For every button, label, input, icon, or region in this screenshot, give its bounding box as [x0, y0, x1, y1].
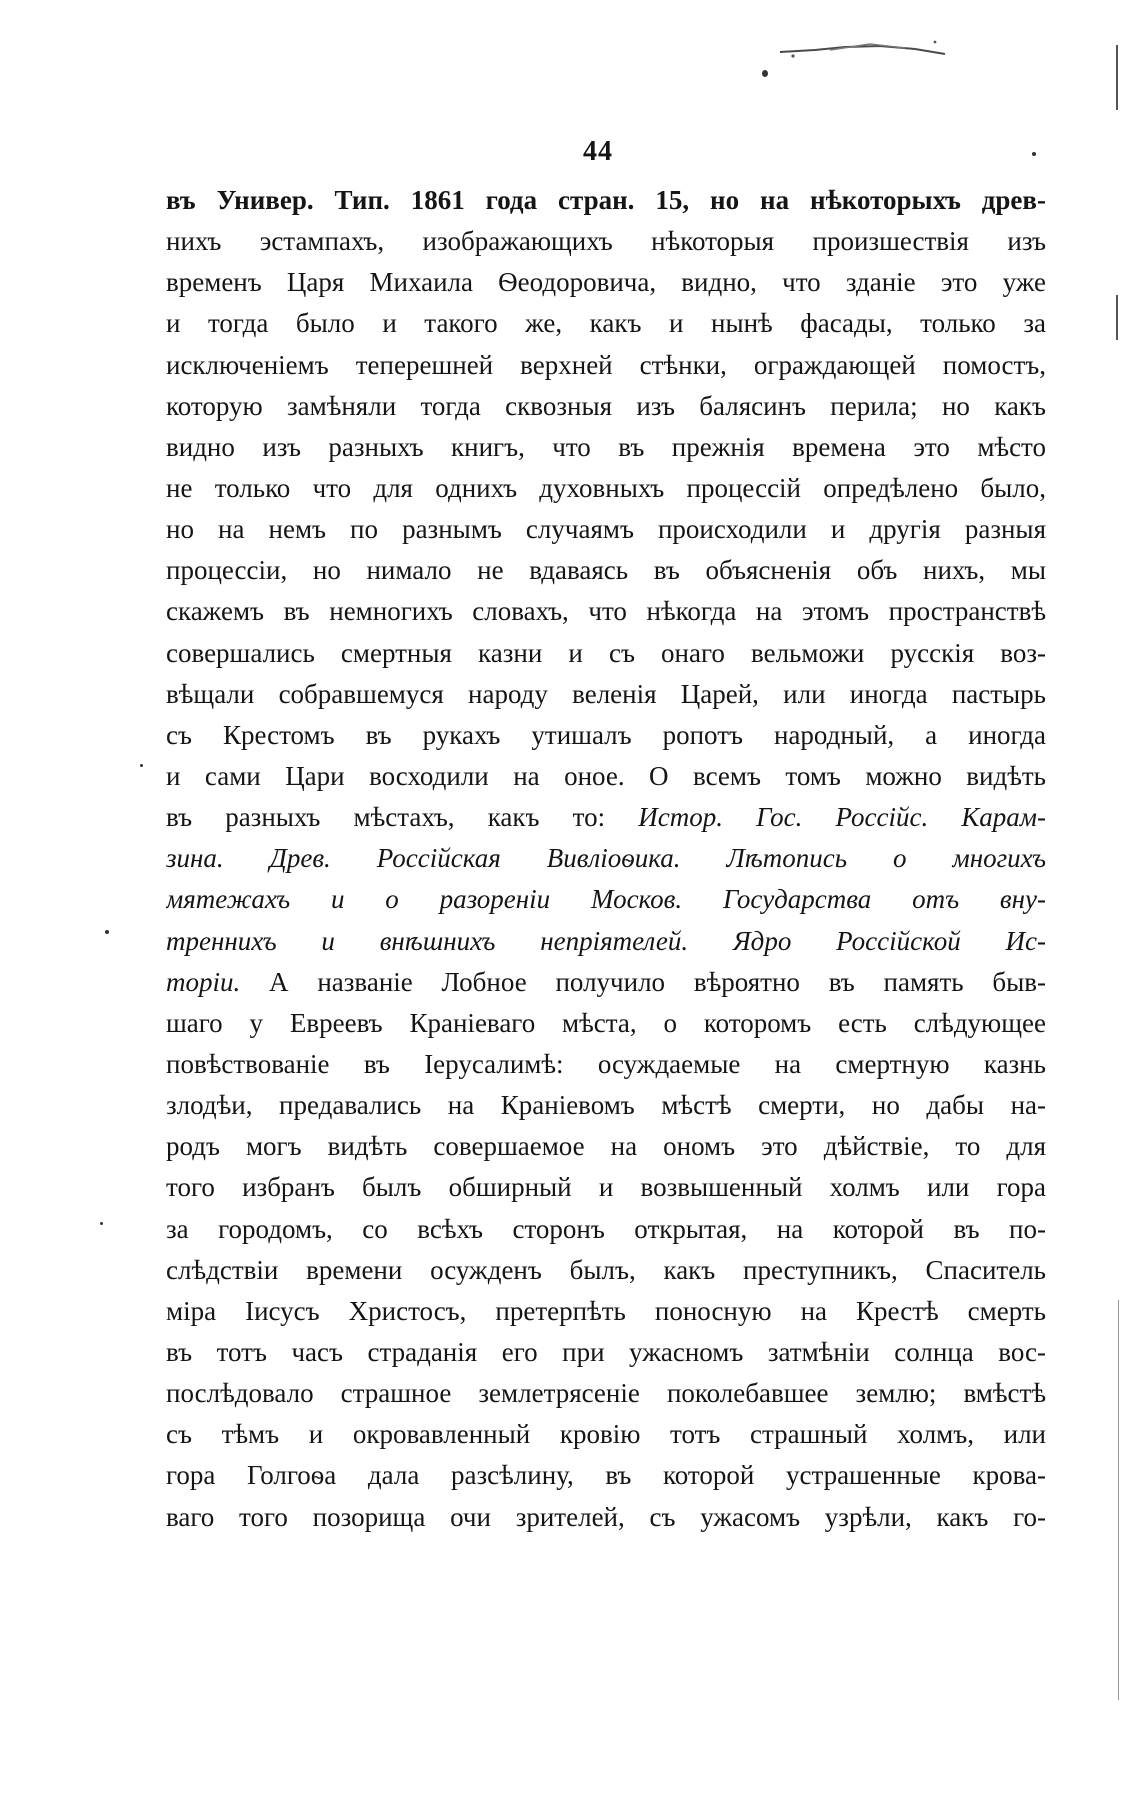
- text-line: [166, 303, 1046, 344]
- line-text: послѣдовало страшное землетрясеніе поколебавшее землю; вмѣстѣ: [166, 1378, 1046, 1409]
- line-text: родъ могъ видѣть совершаемое на ономъ это дѣйствіе, то для: [166, 1131, 1046, 1162]
- line-text: ваго того позорища очи зрителей, съ ужасомъ узрѣли, какъ го-: [166, 1501, 1046, 1532]
- text-line: [166, 962, 1046, 1003]
- text-line: [166, 386, 1046, 427]
- line-text: повѣствованіе въ Іерусалимѣ: осуждаемые на смертную казнь: [166, 1048, 1046, 1079]
- text-line: [166, 345, 1046, 386]
- line-text: съ Крестомъ въ рукахъ утишалъ ропотъ народный, а иногда: [166, 719, 1046, 750]
- italic-citation: зина. Древ. Россійская Вивліоѳика. Лѣтопись о многихъ: [166, 843, 1046, 874]
- scan-edge-line: [1116, 295, 1118, 340]
- scan-speck-icon: [1032, 152, 1036, 156]
- line-text: въ разныхъ мѣстахъ, какъ то:: [166, 802, 639, 833]
- text-line: [166, 715, 1046, 756]
- line-text: временъ Царя Михаила Ѳеодоровича, видно, что зданіе это уже: [166, 267, 1046, 298]
- italic-citation: треннихъ и внѣшнихъ непріятелей. Ядро Россійской Ис-: [166, 925, 1046, 956]
- text-line: [166, 1126, 1046, 1167]
- line-text: міра Іисусъ Христосъ, претерпѣть поносную на Крестѣ смерть: [166, 1295, 1046, 1326]
- text-line: [166, 1250, 1046, 1291]
- text-line: [166, 550, 1046, 591]
- line-text: и сами Цари восходили на оное. О всемъ томъ можно видѣть: [166, 760, 1046, 791]
- line-text: процессіи, но нимало не вдаваясь въ объясненія объ нихъ, мы: [166, 555, 1046, 586]
- body-text: [166, 180, 1046, 1538]
- text-line: [166, 468, 1046, 509]
- text-line: [166, 633, 1046, 674]
- line-text: того избранъ былъ обширный и возвышенный холмъ или гора: [166, 1172, 1046, 1203]
- text-line: [166, 1373, 1046, 1414]
- page-number: 44: [583, 136, 613, 167]
- scan-speck-icon: [100, 1222, 103, 1225]
- scan-scratch-mark: [775, 38, 950, 62]
- scan-edge-line: [1118, 1300, 1119, 1700]
- line-text: совершались смертныя казни и съ онаго вельможи русскія воз-: [166, 637, 1046, 668]
- scan-speck-icon: [105, 930, 109, 934]
- text-line: [166, 180, 1046, 221]
- text-line: [166, 1167, 1046, 1208]
- text-line: [166, 1332, 1046, 1373]
- line-text: нихъ эстампахъ, изображающихъ нѣкоторыя произшествія изъ: [166, 226, 1046, 257]
- text-line: [166, 427, 1046, 468]
- line-text: съ тѣмъ и окровавленный кровію тотъ страшный холмъ, или: [166, 1419, 1046, 1450]
- line-text: которую замѣняли тогда сквозныя изъ балясинъ перила; но какъ: [166, 390, 1046, 421]
- line-text: злодѣи, предавались на Краніевомъ мѣстѣ смерти, но дабы на-: [166, 1090, 1046, 1121]
- text-line: [166, 1291, 1046, 1332]
- line-text: въ Универ. Тип. 1861 года стран. 15, но на нѣкоторыхъ древ-: [166, 185, 1046, 215]
- text-line: [166, 509, 1046, 550]
- text-line: [166, 221, 1046, 262]
- text-line: [166, 262, 1046, 303]
- scan-edge-line: [1116, 45, 1118, 110]
- line-text: А названіе Лобное получило вѣроятно въ память быв-: [240, 966, 1046, 997]
- line-text: видно изъ разныхъ книгъ, что въ прежнія времена это мѣсто: [166, 431, 1046, 462]
- text-line: [166, 1497, 1046, 1538]
- line-text: слѣдствіи времени осужденъ былъ, какъ преступникъ, Спаситель: [166, 1254, 1046, 1285]
- line-text: за городомъ, со всѣхъ сторонъ открытая, на которой въ по-: [166, 1213, 1046, 1244]
- text-line: [166, 838, 1046, 879]
- line-text: скажемъ въ немногихъ словахъ, что нѣкогда на этомъ пространствѣ: [166, 596, 1046, 627]
- text-line: [166, 1044, 1046, 1085]
- text-line: [166, 674, 1046, 715]
- scan-speck-icon: [140, 764, 143, 767]
- text-line: [166, 756, 1046, 797]
- line-text: шаго у Евреевъ Краніеваго мѣста, о которомъ есть слѣдующее: [166, 1007, 1046, 1038]
- line-text: гора Голгоѳа дала разсѣлину, въ которой устрашенные крова-: [166, 1460, 1046, 1491]
- line-text: и тогда было и такого же, какъ и нынѣ фасады, только за: [166, 308, 1046, 339]
- line-text: вѣщали собравшемуся народу веленія Царей, или иногда пастырь: [166, 678, 1046, 709]
- italic-citation: мятежахъ и о разореніи Москов. Государства отъ вну-: [166, 884, 1046, 915]
- line-text: но на немъ по разнымъ случаямъ происходили и другія разныя: [166, 514, 1046, 545]
- text-line: [166, 1003, 1046, 1044]
- italic-citation: Истор. Гос. Россійс. Карам-: [638, 802, 1046, 833]
- scan-speck-icon: [762, 70, 768, 77]
- line-text: въ тотъ часъ страданія его при ужасномъ затмѣніи солнца вос-: [166, 1336, 1046, 1367]
- text-line: [166, 1085, 1046, 1126]
- italic-citation: торіи.: [166, 966, 241, 997]
- line-text: исключеніемъ теперешней верхней стѣнки, ограждающей помостъ,: [166, 349, 1046, 380]
- text-line: [166, 879, 1046, 920]
- text-line: [166, 591, 1046, 632]
- text-line: [166, 1455, 1046, 1496]
- line-text: не только что для однихъ духовныхъ процессій опредѣлено было,: [166, 472, 1046, 503]
- text-line: [166, 921, 1046, 962]
- text-line: [166, 1209, 1046, 1250]
- text-line: [166, 1414, 1046, 1455]
- text-line: [166, 797, 1046, 838]
